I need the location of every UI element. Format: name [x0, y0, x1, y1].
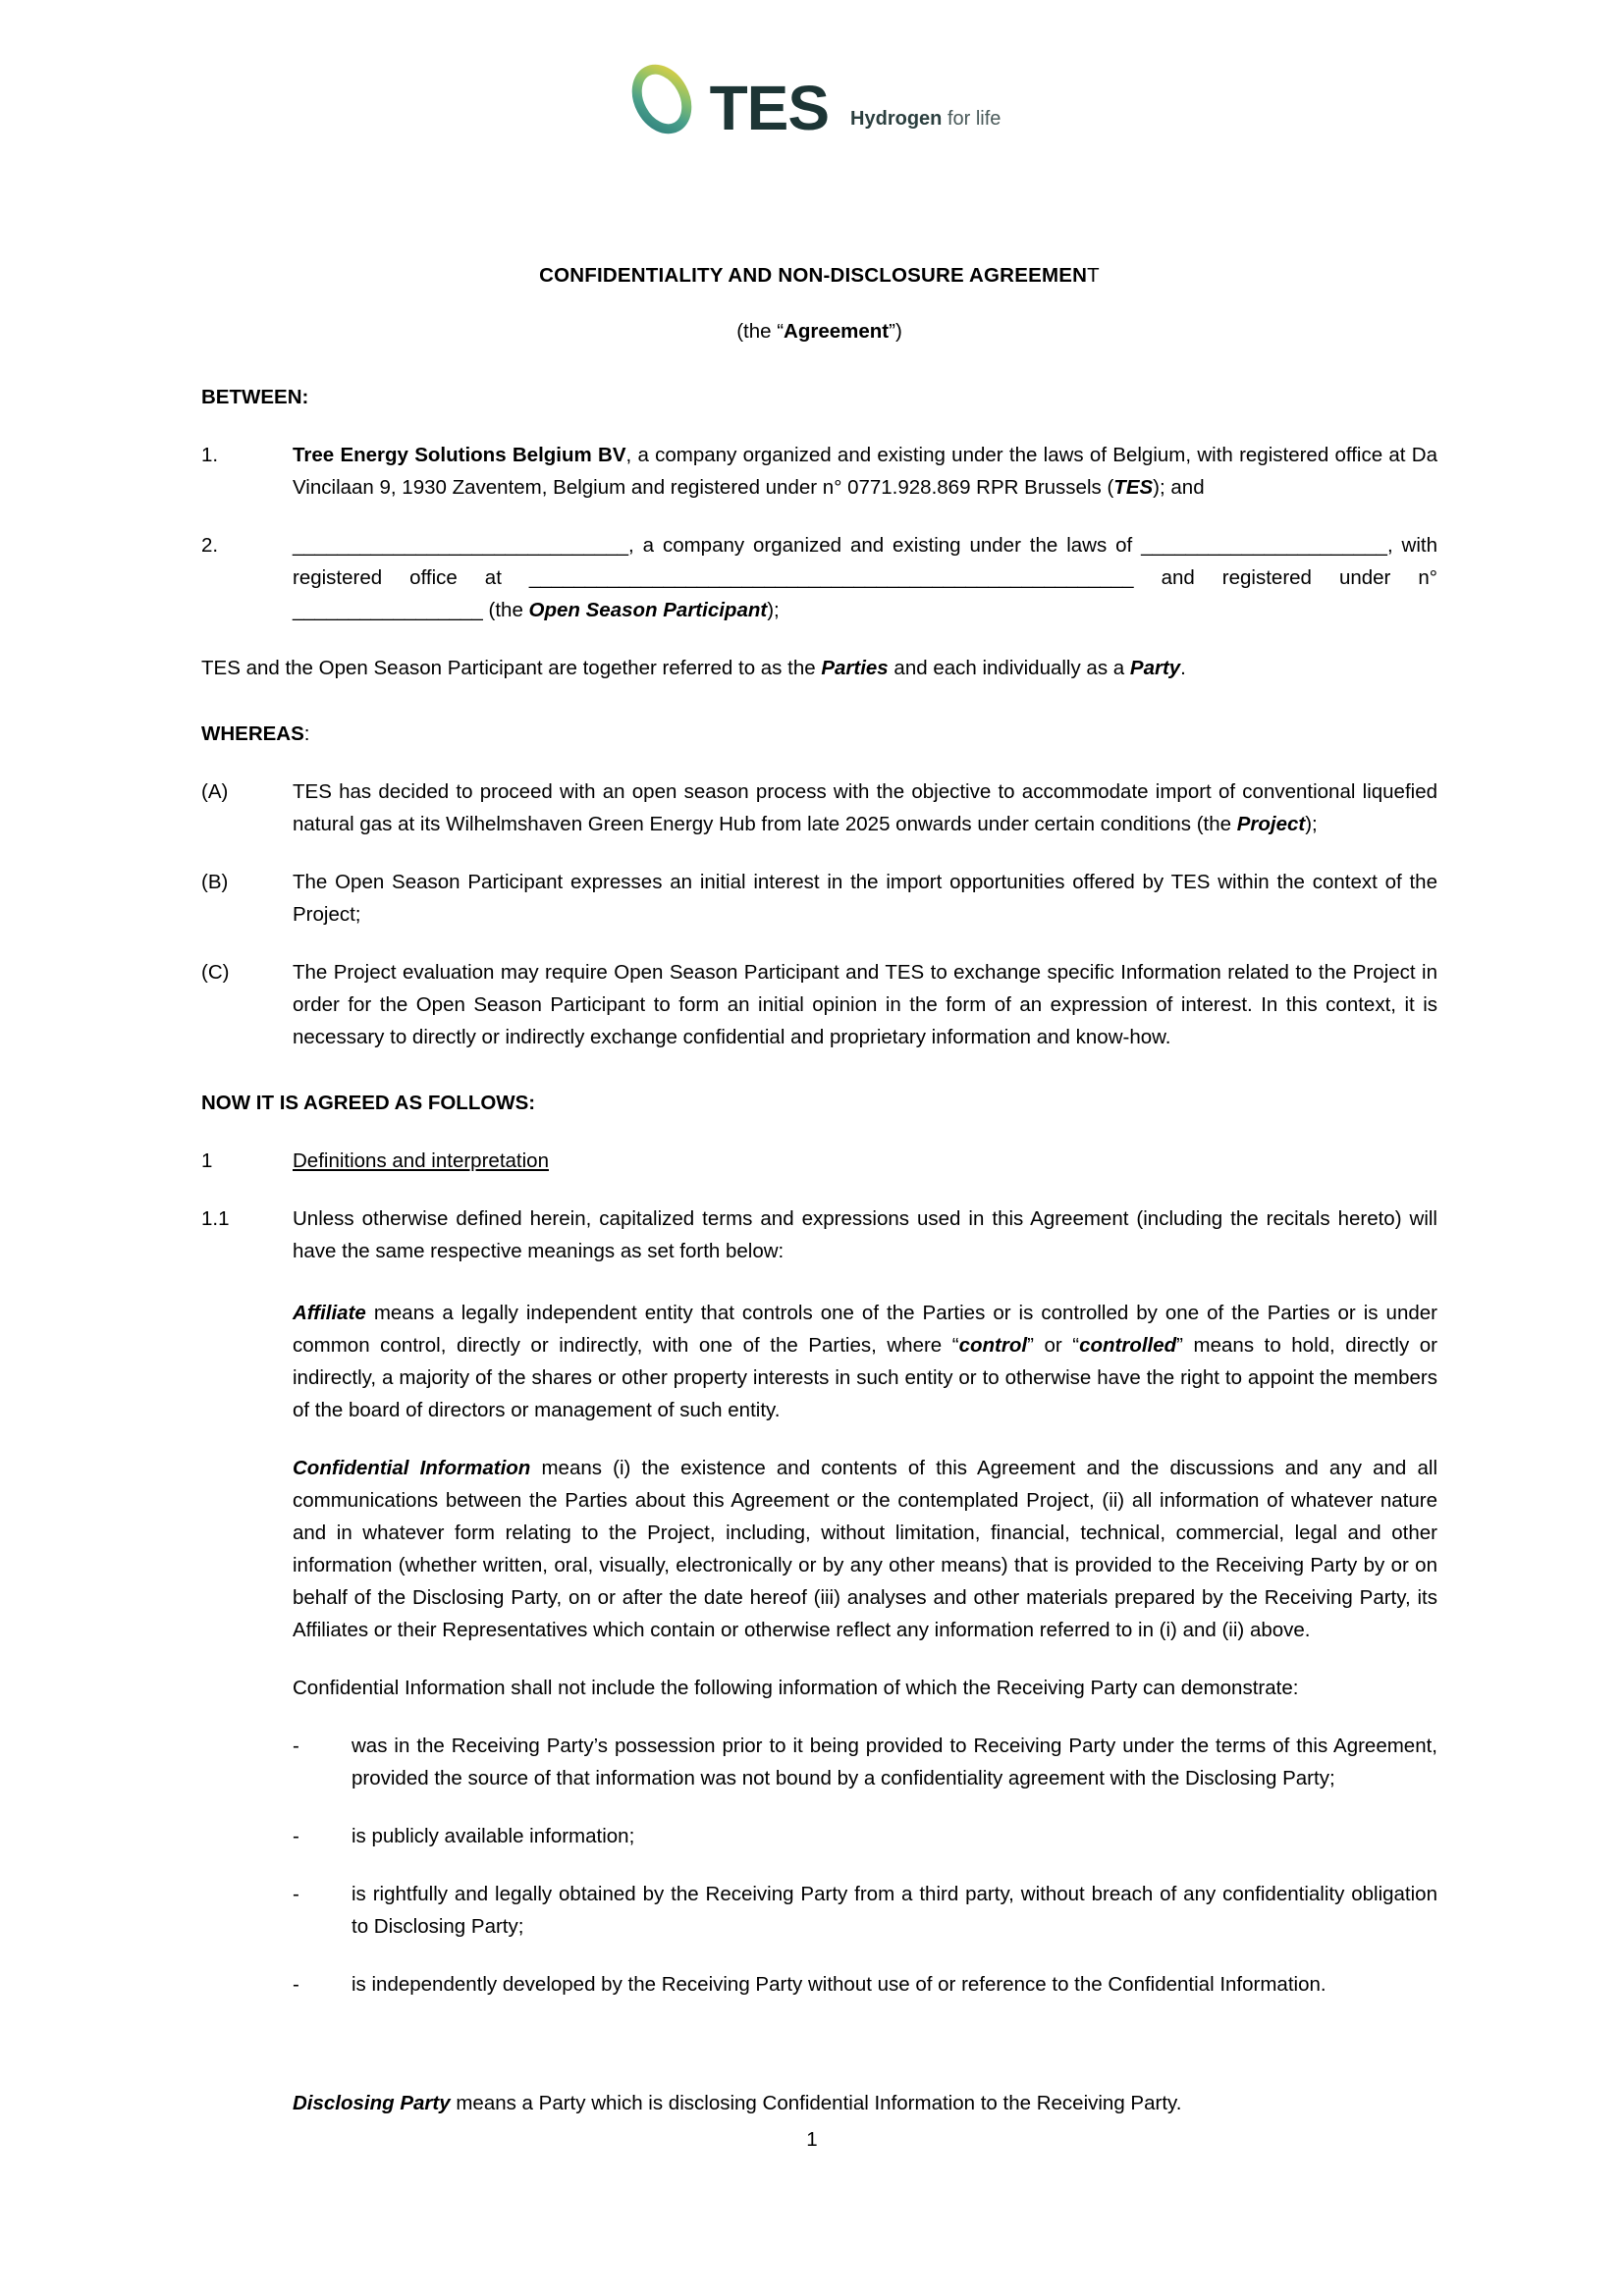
recital-item: [201, 775, 1437, 840]
definition-term: Confidential Information: [293, 1457, 531, 1479]
whereas-word: WHEREAS: [201, 722, 304, 745]
party-text-end: );: [767, 599, 780, 621]
recital-text: [293, 866, 1437, 931]
tes-logo: [623, 61, 1001, 144]
page-number: 1: [806, 2128, 818, 2151]
tagline-bold: Hydrogen: [850, 108, 943, 130]
recital-text: [293, 775, 1437, 840]
definition-disclosing-party: [293, 2087, 1437, 2119]
joint-text-2: and each individually as a: [888, 657, 1130, 679]
clause-row: [201, 1202, 1437, 1267]
tes-wordmark: TES: [709, 73, 830, 144]
document-header: [0, 61, 1624, 144]
joint-text-1: TES and the Open Season Participant are together referred to as the: [201, 657, 822, 679]
bullet-dash-icon: -: [293, 1735, 299, 1757]
recital-text-end: );: [1305, 813, 1318, 835]
title-tail: T: [1087, 264, 1100, 287]
party-blank-office: ______________________________________________________: [528, 566, 1134, 589]
exclusion-item: [293, 1968, 1437, 2001]
logo-tagline: [850, 108, 1001, 131]
definition-text: means a Party which is disclosing Confidential Information to the Receiving Party.: [450, 2092, 1182, 2114]
bullet-dash-icon: -: [293, 1883, 299, 1905]
subtitle-prefix: (the “: [736, 320, 785, 343]
party-description-2: , with registered office at: [293, 534, 1437, 589]
between-label: BETWEEN:: [201, 386, 309, 408]
recital-body: The Project evaluation may require Open Season Participant and TES to exchange specific Information related to the Project in order for the Open Season Participant to form an initial opinion in the form of an expression of interest. In this context, it is necessary to directly or indirectly exchange confidential and proprietary information and know-how.: [293, 961, 1437, 1048]
joint-term-party: Party: [1129, 657, 1181, 679]
recital-marker: (B): [201, 871, 229, 893]
party-text: [293, 529, 1437, 626]
exclusions-intro: Confidential Information shall not include the following information of which the Receiving Party can demonstrate:: [293, 1677, 1299, 1699]
subtitle-suffix: ”): [889, 320, 902, 343]
exclusion-text: was in the Receiving Party’s possession prior to it being provided to Receiving Party under the terms of this Agreement, provided the source of that information was not bound by a confidentiality agreement with the Disclosing Party;: [352, 1735, 1437, 1789]
recital-defined-term: Project: [1236, 813, 1306, 835]
definition-confidential-information: [293, 1452, 1437, 1646]
party-text: [293, 439, 1437, 504]
definition-term: Affiliate: [293, 1302, 366, 1324]
exclusion-text: is publicly available information;: [352, 1825, 635, 1847]
exclusion-item: [293, 1730, 1437, 1794]
party-item: [201, 439, 1437, 504]
recital-item: [201, 956, 1437, 1053]
clause-heading-row: [201, 1145, 1437, 1177]
whereas-colon: :: [303, 722, 310, 745]
tes-ring-logo-icon: [623, 61, 700, 137]
recital-text: [293, 956, 1437, 1053]
exclusion-item: [293, 1878, 1437, 1943]
party-description-4: (the: [482, 599, 529, 621]
definition-part-3: ” means to hold, directly or indirectly, a majority of the shares or other property interests in such entity or to otherwise have the right to appoint the members of the board of directors or management of such entity.: [293, 1334, 1438, 1421]
clause-text: Unless otherwise defined herein, capitalized terms and expressions used in this Agreement (including the recitals hereto) will have the same respective meanings as set forth below:: [293, 1207, 1437, 1262]
definition-part-1: means a legally independent entity that controls one of the Parties or is controlled by one of the Parties or is under common control, directly or indirectly, with one of the Parties, where “: [293, 1302, 1437, 1357]
definition-part-2: ” or “: [1027, 1334, 1080, 1357]
party-blank-number: _________________: [293, 599, 483, 621]
definition-inline-term-controlled: controlled: [1079, 1334, 1177, 1357]
recital-body: The Open Season Participant expresses an initial interest in the import opportunities offered by TES within the context of the Project;: [293, 871, 1437, 926]
joint-term-parties: Parties: [821, 657, 889, 679]
party-blank-name: ______________________________: [293, 534, 629, 557]
parties-joint-paragraph: [201, 652, 1437, 684]
recital-body: TES has decided to proceed with an open season process with the objective to accommodate import of conventional liquefied natural gas at its Wilhelmshaven Green Energy Hub from late 2025 onwards under certain conditions (the: [293, 780, 1437, 835]
party-defined-term: Open Season Participant: [528, 599, 768, 621]
subtitle-defined-term: Agreement: [784, 320, 890, 343]
document-body: [201, 245, 1437, 2119]
party-marker: 2.: [201, 534, 219, 557]
party-description-3: and registered under n°: [1133, 566, 1437, 589]
tagline-rest: for life: [942, 108, 1001, 130]
party-item: [201, 529, 1437, 626]
bullet-dash-icon: -: [293, 1825, 299, 1847]
exclusion-text: is independently developed by the Receiving Party without use of or reference to the Confidential Information.: [352, 1973, 1326, 1996]
recital-item: [201, 866, 1437, 931]
party-blank-laws: ______________________: [1141, 534, 1387, 557]
party-text-end: ); and: [1153, 476, 1205, 499]
definition-part-1: means (i) the existence and contents of this Agreement and the discussions and any and all communications between the Parties about this Agreement or the contemplated Project, (ii) all information of whatever nature and in whatever form relating to the Project, including, without limitation, financial, technical, commercial, legal and other information (whether written, oral, visually, electronically or by any other means) that is provided to the Receiving Party by or on behalf of the Disclosing Party, on or after the date hereof (iii) analyses and other materials prepared by the Receiving Party, its Affiliates or their Representatives which contain or otherwise reflect any information referred to in (i) and (ii) above.: [293, 1457, 1437, 1641]
definition-inline-term-control: control: [958, 1334, 1028, 1357]
party-description: , a company organized and existing under the laws of Belgium, with registered office at Da Vincilaan 9, 1930 Zaventem, Belgium and registered under n° 0771.928.869 RPR Brussels (: [293, 444, 1437, 499]
whereas-label: [201, 718, 1437, 750]
joint-text-3: .: [1180, 657, 1186, 679]
title-main: CONFIDENTIALITY AND NON-DISCLOSURE AGREEMEN: [539, 264, 1088, 287]
clause-number: 1: [201, 1149, 213, 1172]
recital-marker: (C): [201, 961, 230, 984]
definition-term: Disclosing Party: [293, 2092, 451, 2114]
bullet-dash-icon: -: [293, 1973, 299, 1996]
document-subtitle: [201, 315, 1437, 347]
party-marker: 1.: [201, 444, 219, 466]
party-defined-term: TES: [1113, 476, 1154, 499]
clause-heading: Definitions and interpretation: [293, 1149, 549, 1172]
party-name: Tree Energy Solutions Belgium BV: [293, 444, 626, 466]
exclusion-text: is rightfully and legally obtained by the Receiving Party from a third party, without breach of any confidentiality obligation to Disclosing Party;: [352, 1883, 1437, 1938]
agreed-label: NOW IT IS AGREED AS FOLLOWS:: [201, 1092, 536, 1114]
definition-affiliate: [293, 1297, 1437, 1426]
exclusion-item: [293, 1820, 1437, 1852]
party-description-1: , a company organized and existing under the laws of: [628, 534, 1142, 557]
paragraph-spacer: [201, 2001, 1437, 2061]
recital-marker: (A): [201, 780, 229, 803]
clause-number: 1.1: [201, 1207, 230, 1230]
page-title: [201, 245, 1437, 292]
